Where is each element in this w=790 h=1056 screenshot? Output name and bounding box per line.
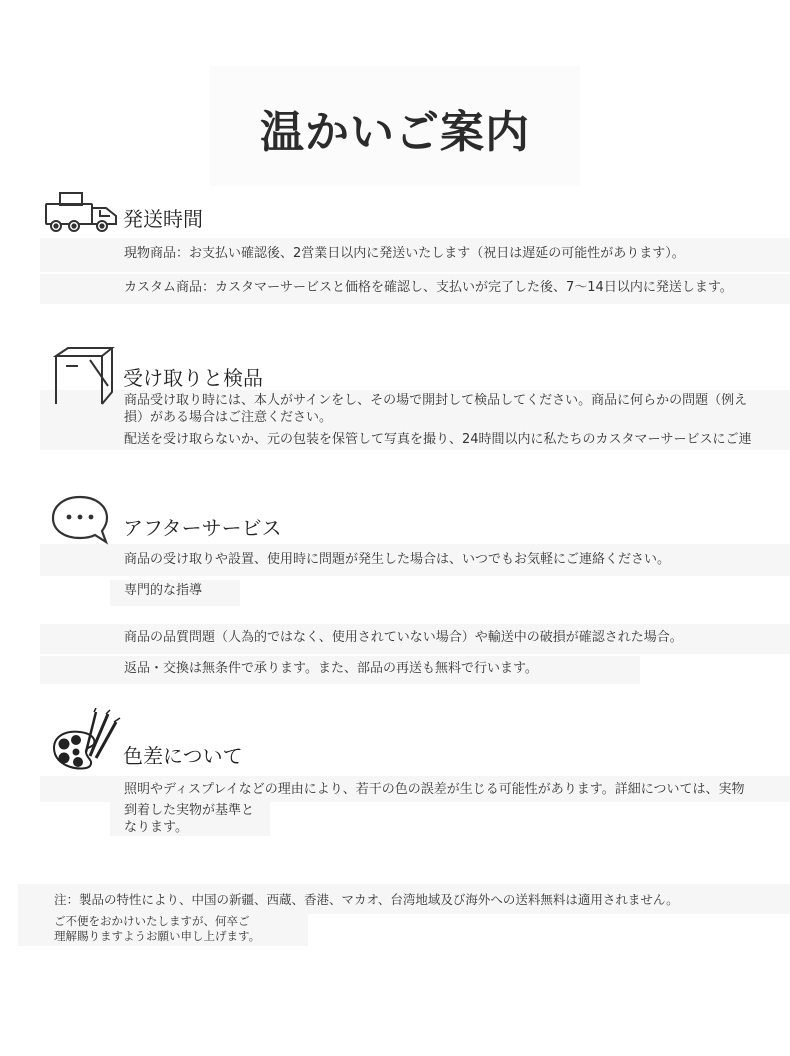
truck-icon	[44, 190, 120, 234]
page-title: 温かいご案内	[260, 107, 530, 158]
color-line-1: 照明やディスプレイなどの理由により、若干の色の誤差が生じる可能性があります。詳細については、実物	[124, 782, 745, 797]
shipping-line-2: カスタム商品：カスタマーサービスと価格を確認し、支払いが完了した後、7〜14日以内に発送します。	[124, 280, 733, 295]
receiving-line-1: 商品受け取り時には、本人がサインをし、その場で開封して検品してください。商品に何らかの問題（例え	[124, 393, 748, 408]
after-service-line-1: 商品の受け取りや設置、使用時に問題が発生した場合は、いつでもお気軽にご連絡ください。	[124, 552, 671, 567]
receiving-line-2: 損）がある場合はご注意ください。	[124, 410, 333, 425]
color-line-2: 到着した実物が基準と	[124, 803, 255, 818]
color-line-3: なります。	[124, 820, 188, 835]
section-heading-after-service: アフターサービス	[123, 516, 282, 540]
box-icon	[50, 346, 116, 408]
palette-icon	[50, 708, 122, 774]
note-line-2: ご不便をおかけいたしますが、何卒ご	[54, 914, 250, 928]
after-service-line-3: 商品の品質問題（人為的ではなく、使用されていない場合）や輸送中の破損が確認された場合。	[124, 630, 683, 645]
note-line-1: 注：製品の特性により、中国の新疆、西蔵、香港、マカオ、台湾地域及び海外への送料無料は適用されません。	[54, 892, 679, 907]
chat-bubble-icon	[50, 494, 110, 546]
note-line-3: 理解賜りますようお願い申し上げます。	[54, 929, 261, 943]
section-heading-shipping: 発送時間	[123, 207, 203, 231]
after-service-line-4: 返品・交換は無条件で承ります。また、部品の再送も無料で行います。	[124, 661, 538, 676]
shipping-line-1: 現物商品：お支払い確認後、2営業日以内に発送いたします（祝日は遅延の可能性があります）。	[124, 246, 685, 261]
receiving-line-3: 配送を受け取らないか、元の包装を保管して写真を撮り、24時間以内に私たちのカスタマーサービスにご連	[124, 432, 752, 447]
section-heading-receiving: 受け取りと検品	[123, 366, 263, 390]
section-heading-color: 色差について	[123, 744, 243, 768]
after-service-line-2: 専門的な指導	[124, 583, 203, 598]
